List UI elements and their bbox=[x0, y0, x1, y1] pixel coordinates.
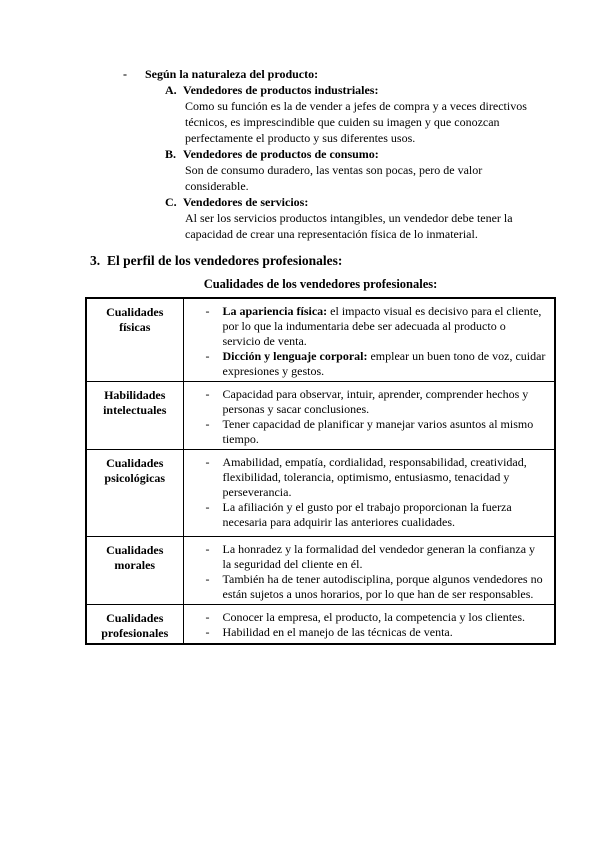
section-heading bbox=[90, 253, 600, 269]
section-number: 3. bbox=[90, 253, 101, 268]
item-body: Como su función es la de vender a jefes de compra y a veces directivos técnicos, es imprescindible que cuiden su imagen y que conozcan perfectamente el producto y sus diferentes usos. bbox=[185, 99, 527, 145]
table-title: Cualidades de los vendedores profesionales: bbox=[203, 277, 438, 291]
bullet-text: La afiliación y el gusto por el trabajo proporcionan la fuerza necesaria para adquirir las anteriores cualidades. bbox=[222, 500, 512, 529]
dash-bullet-marker: - bbox=[205, 387, 210, 401]
qualities-table-section bbox=[85, 277, 556, 645]
description-cell bbox=[183, 450, 555, 537]
list-item-servicios bbox=[165, 194, 600, 242]
list-item-naturaleza bbox=[123, 66, 600, 82]
table-bullet bbox=[206, 500, 547, 530]
table-bullet bbox=[206, 417, 547, 447]
item-body: Al ser los servicios productos intangibles, un vendedor debe tener la capacidad de crear una representación física de lo inmaterial. bbox=[185, 211, 513, 241]
item-letter: B. bbox=[165, 147, 177, 161]
table-bullet bbox=[206, 572, 547, 602]
table-bullet bbox=[206, 387, 547, 417]
qualities-table bbox=[85, 297, 556, 645]
dash-bullet-marker: - bbox=[205, 455, 210, 469]
category-cell: Cualidades profesionales bbox=[86, 605, 183, 645]
item-title: Vendedores de servicios: bbox=[183, 195, 309, 209]
bullet-text: Tener capacidad de planificar y manejar varios asuntos al mismo tiempo. bbox=[222, 417, 534, 446]
list-item-heading: Según la naturaleza del producto: bbox=[145, 67, 319, 81]
table-bullet bbox=[206, 625, 547, 640]
dash-bullet-marker: - bbox=[205, 542, 210, 556]
description-cell bbox=[183, 605, 555, 645]
list-item-industriales bbox=[165, 82, 600, 146]
item-body: Son de consumo duradero, las ventas son pocas, pero de valor considerable. bbox=[185, 163, 483, 193]
item-letter: C. bbox=[165, 195, 177, 209]
dash-bullet-marker: - bbox=[205, 625, 210, 639]
bullet-text: Habilidad en el manejo de las técnicas de venta. bbox=[222, 625, 453, 639]
dash-bullet-marker: - bbox=[205, 500, 210, 514]
description-cell bbox=[183, 537, 555, 605]
dash-bullet-marker: - bbox=[205, 417, 210, 431]
description-cell bbox=[183, 382, 555, 450]
dash-bullet-marker: - bbox=[205, 610, 210, 624]
dash-bullet-marker: - bbox=[123, 67, 127, 81]
table-row bbox=[86, 537, 555, 605]
table-bullet bbox=[206, 455, 547, 500]
table-bullet bbox=[206, 542, 547, 572]
dash-bullet-marker: - bbox=[205, 572, 210, 586]
table-row bbox=[86, 382, 555, 450]
bullet-text: el impacto visual es decisivo para el cliente, por lo que la indumentaria debe ser adecuada al producto o servicio de venta. bbox=[222, 304, 542, 348]
category-cell: Habilidades intelectuales bbox=[86, 382, 183, 450]
dash-bullet-marker: - bbox=[205, 349, 210, 363]
category-cell: Cualidades físicas bbox=[86, 298, 183, 382]
bullet-text: También ha de tener autodisciplina, porque algunos vendedores no están sujetos a unos horarios, por lo que han de ser responsables. bbox=[222, 572, 543, 601]
table-bullet bbox=[206, 349, 547, 379]
table-row bbox=[86, 298, 555, 382]
bullet-text: Conocer la empresa, el producto, la competencia y los clientes. bbox=[222, 610, 526, 624]
item-title: Vendedores de productos industriales: bbox=[183, 83, 379, 97]
bullet-text: Capacidad para observar, intuir, aprender, comprender hechos y personas y sacar conclusiones. bbox=[222, 387, 529, 416]
bullet-lead: Dicción y lenguaje corporal: bbox=[222, 349, 368, 363]
bullet-text: emplear un buen tono de voz, cuidar expresiones y gestos. bbox=[222, 349, 546, 378]
list-item-consumo bbox=[165, 146, 600, 194]
item-title: Vendedores de productos de consumo: bbox=[183, 147, 379, 161]
bullet-text: La honradez y la formalidad del vendedor generan la confianza y la seguridad del cliente en él. bbox=[222, 542, 536, 571]
dash-bullet-marker: - bbox=[205, 304, 210, 318]
bullet-text: Amabilidad, empatía, cordialidad, responsabilidad, creatividad, flexibilidad, tolerancia, optimismo, entusiasmo, tenacidad y perseverancia. bbox=[222, 455, 527, 499]
bullet-lead: La apariencia física: bbox=[222, 304, 328, 318]
category-cell: Cualidades psicológicas bbox=[86, 450, 183, 537]
table-bullet bbox=[206, 610, 547, 625]
description-cell bbox=[183, 298, 555, 382]
table-bullet bbox=[206, 304, 547, 349]
section-title: El perfil de los vendedores profesionales: bbox=[107, 253, 343, 268]
item-letter: A. bbox=[165, 83, 177, 97]
table-row bbox=[86, 605, 555, 645]
table-row bbox=[86, 450, 555, 537]
category-cell: Cualidades morales bbox=[86, 537, 183, 605]
